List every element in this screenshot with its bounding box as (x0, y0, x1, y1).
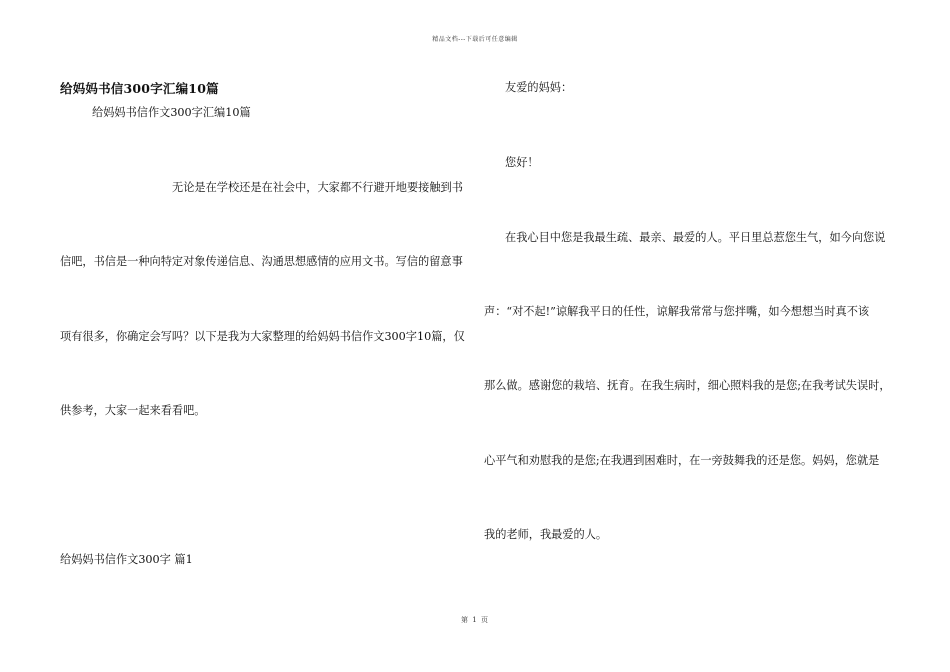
document-title: 给妈妈书信300字汇编10篇 (60, 81, 219, 96)
intro-line-3: 项有很多，你确定会写吗？以下是我为大家整理的给妈妈书信作文300字10篇，仅 (60, 330, 465, 343)
letter-salutation: 友爱的妈妈： (505, 81, 573, 94)
letter-line-3: 那么做。感谢您的栽培、抚育。在我生病时，细心照料我的是您;在我考试失误时， (484, 379, 891, 392)
letter-line-4: 心平气和劝慰我的是您;在我遇到困难时，在一旁鼓舞我的还是您。妈妈，您就是 (484, 454, 880, 467)
letter-line-5: 我的老师，我最爱的人。 (484, 528, 608, 541)
letter-line-1: 在我心目中您是我最生疏、最亲、最爱的人。平日里总惹您生气，如今向您说 (505, 231, 886, 244)
intro-line-1: 无论是在学校还是在社会中，大家都不行避开地要接触到书 (172, 181, 463, 194)
document-subtitle: 给妈妈书信作文300字汇编10篇 (92, 106, 251, 119)
page-number: 第 1 页 (461, 616, 489, 624)
intro-line-2: 信吧，书信是一种向特定对象传递信息、沟通思想感情的应用文书。写信的留意事 (60, 255, 463, 268)
section-heading: 给妈妈书信作文300字 篇1 (60, 553, 193, 566)
intro-line-4: 供参考，大家一起来看看吧。 (60, 404, 206, 417)
letter-greeting: 您好！ (505, 156, 539, 169)
page-header-note: 精品文档---下载后可任意编辑 (432, 36, 518, 43)
letter-line-2: 声：“对不起!”谅解我平日的任性，谅解我常常与您拌嘴，如今想想当时真不该 (484, 305, 870, 318)
